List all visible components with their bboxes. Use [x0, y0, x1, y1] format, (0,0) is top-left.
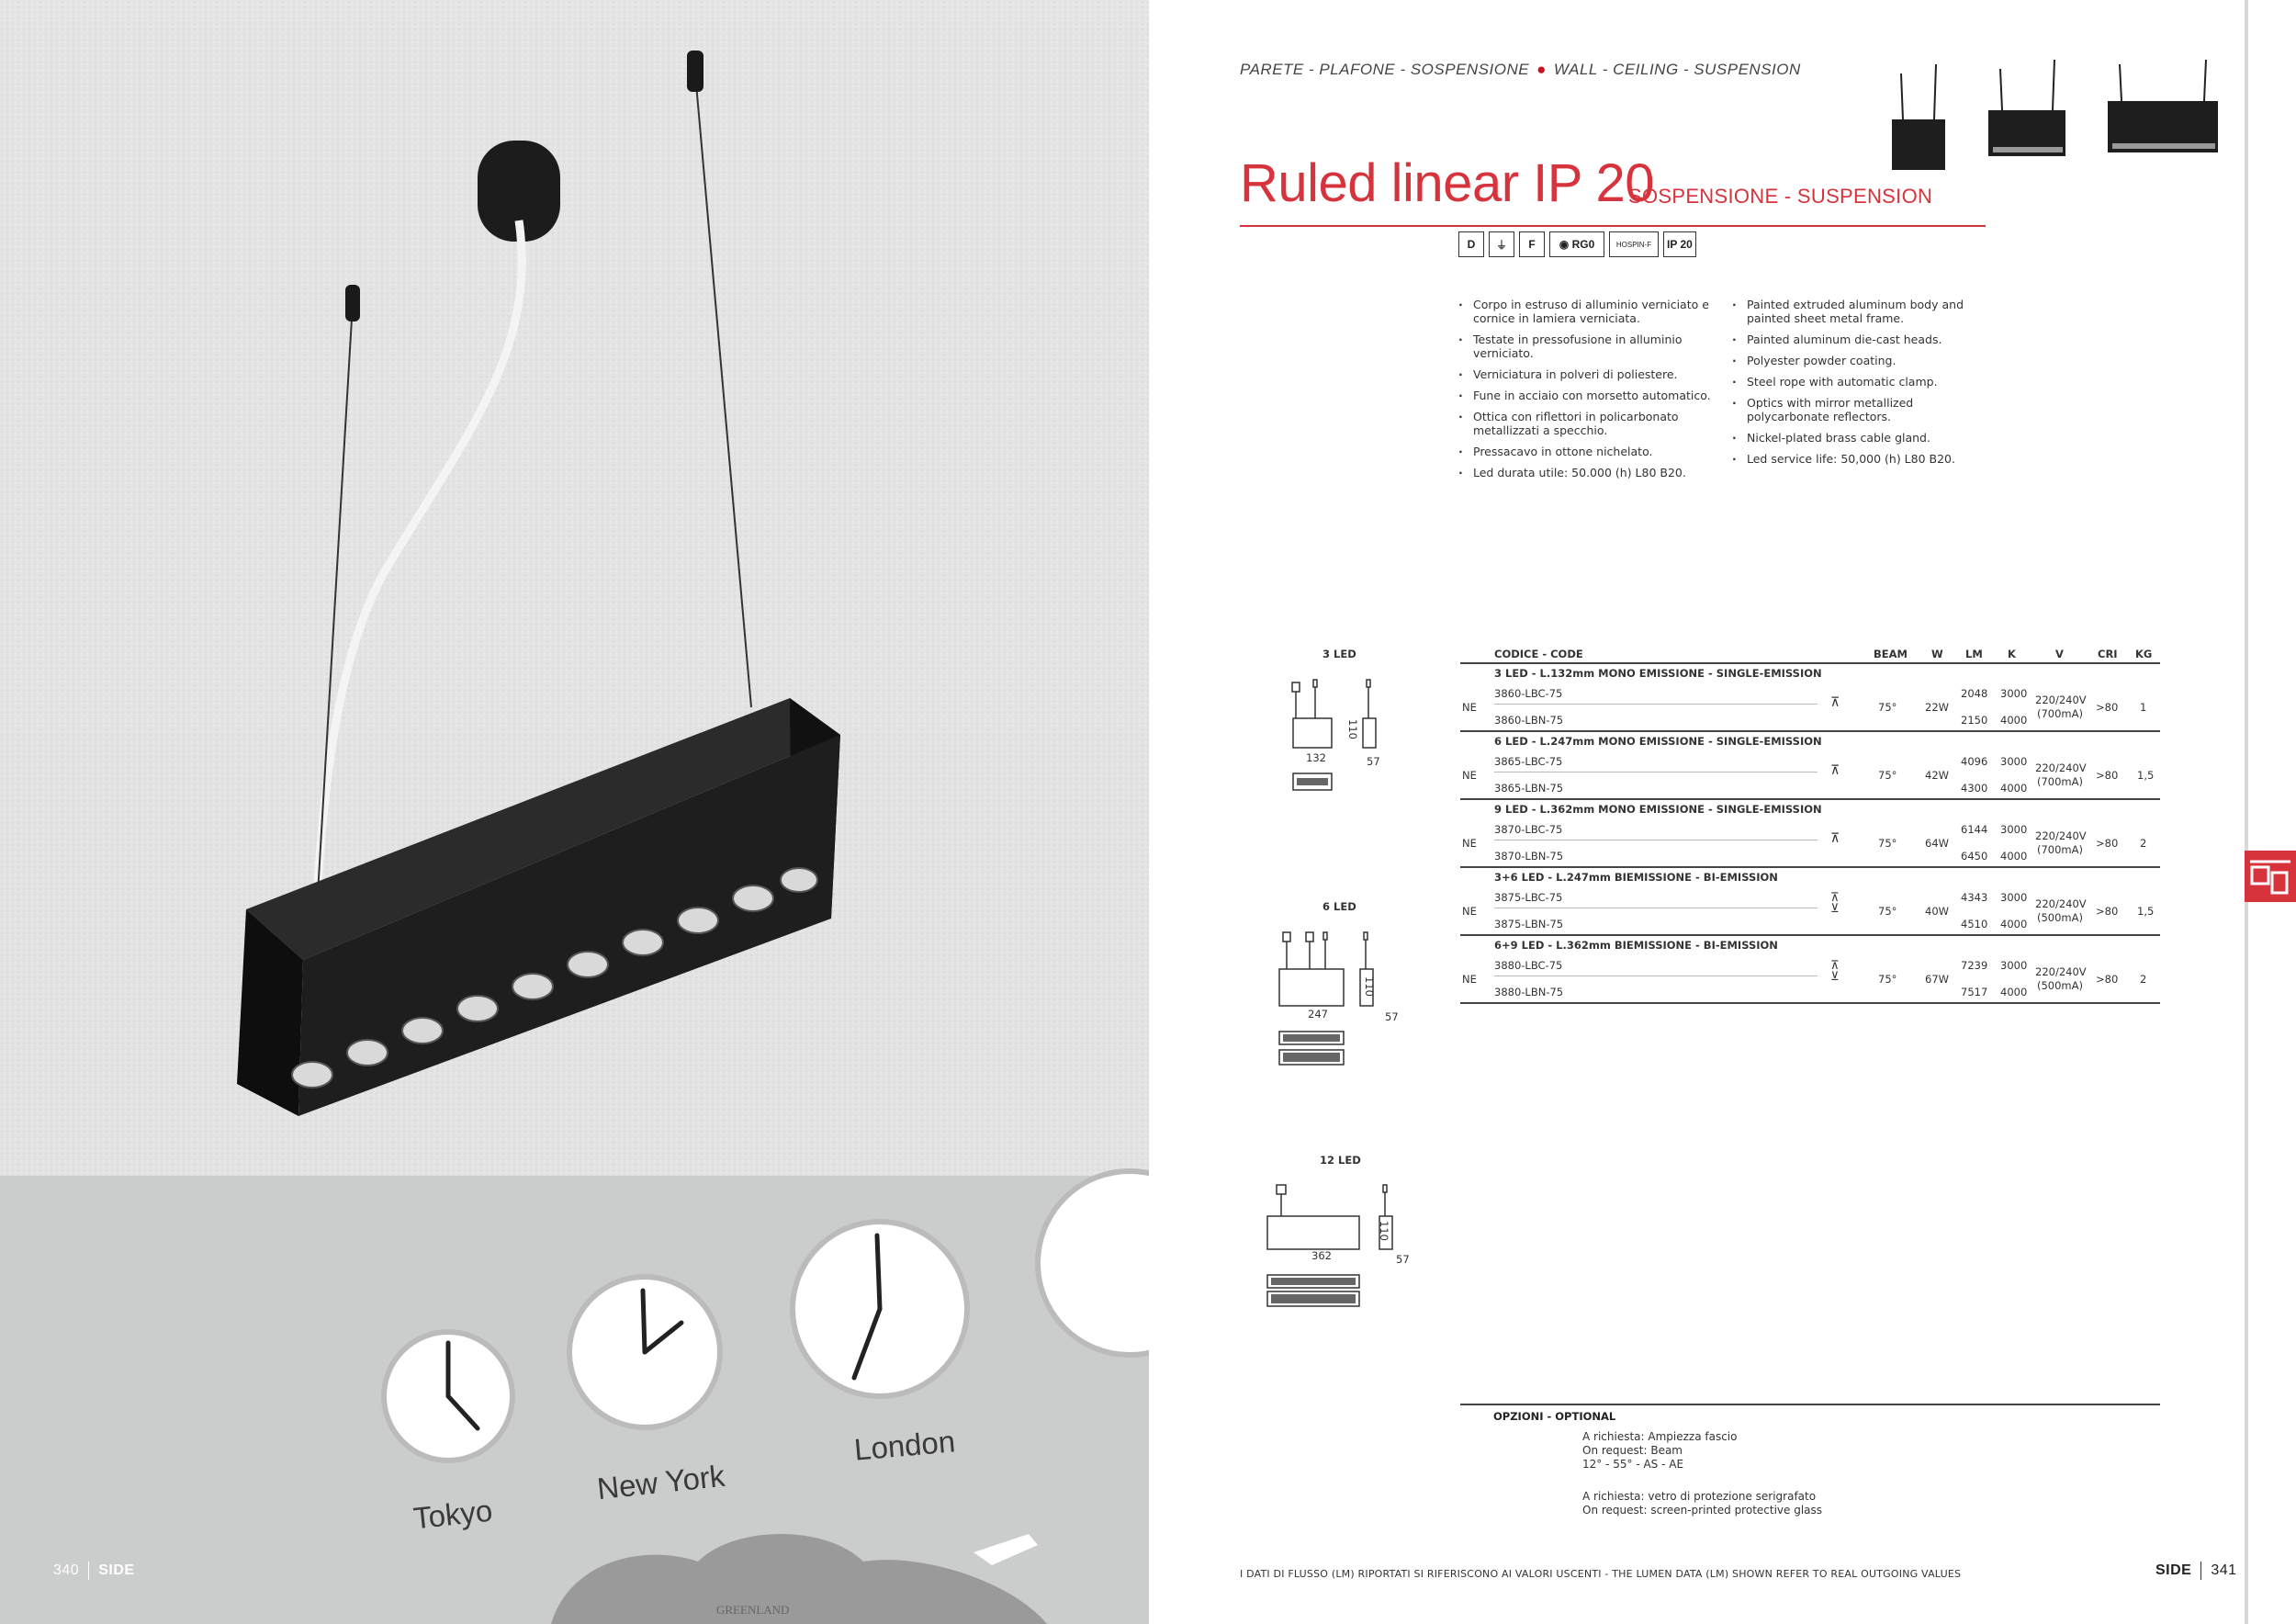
page-edge-strip	[2245, 0, 2248, 1624]
dim-height-12led: 110	[1377, 1221, 1390, 1241]
bullet-dot-icon: ●	[1536, 61, 1547, 78]
kg-value: 2	[2140, 973, 2147, 986]
code-lbn: 3870-LBN-75	[1494, 850, 1564, 863]
option-line: On request: screen-printed protective glass	[1582, 1504, 1823, 1517]
photobiological-rg0-icon: ◉ RG0	[1549, 231, 1604, 257]
map-label: GREENLAND	[716, 1603, 790, 1617]
col-header-code: CODICE - CODE	[1494, 648, 1583, 660]
group-title: 3+6 LED - L.247mm BIEMISSIONE - BI-EMISSION	[1494, 871, 1778, 884]
watt-value: 64W	[1925, 837, 1950, 850]
dim-depth-12led: 57	[1396, 1253, 1410, 1266]
lm-value: 6450	[1961, 850, 1988, 863]
spec-item: · Led durata utile: 50.000 (h) L80 B20.	[1458, 466, 1725, 479]
dim-depth-3led: 57	[1367, 755, 1380, 768]
current-value: (500mA)	[2037, 911, 2083, 924]
spec-item: · Corpo in estruso di alluminio verniciato e cornice in lamiera verniciata.	[1458, 298, 1725, 325]
lm-value: 7239	[1961, 959, 1988, 972]
k-value: 4000	[2000, 918, 2028, 930]
beam-value: 75°	[1878, 905, 1897, 918]
optic-icon: ⊼	[1830, 831, 1840, 846]
city-label-tokyo: Tokyo	[411, 1493, 494, 1536]
dim-height-3led: 110	[1345, 719, 1359, 739]
spec-item: · Polyester powder coating.	[1732, 354, 1998, 367]
f-mark-icon: F	[1519, 231, 1545, 257]
spec-item: · Optics with mirror metallized polycarbonate reflectors.	[1732, 396, 1998, 423]
spec-item: · Fune in acciaio con morsetto automatico.	[1458, 389, 1725, 402]
lm-value: 4096	[1961, 755, 1988, 768]
option-line: A richiesta: Ampiezza fascio	[1582, 1430, 1738, 1443]
specs-english	[1732, 298, 1998, 473]
option-line: On request: Beam	[1582, 1444, 1683, 1457]
code-lbc: 3875-LBC-75	[1494, 891, 1563, 904]
col-header-kg: KG	[2135, 648, 2153, 660]
current-value: (700mA)	[2037, 775, 2083, 788]
bi-optic-icon: ⊼ ⊻	[1830, 959, 1840, 984]
option-beam	[1582, 1430, 1737, 1472]
voltage-value: 220/240V	[2035, 694, 2087, 706]
finish-ne: NE	[1462, 837, 1477, 850]
voltage-value: 220/240V	[2035, 897, 2087, 910]
product-title: Ruled linear IP 20	[1240, 153, 1655, 213]
options-title: OPZIONI - OPTIONAL	[1493, 1410, 1616, 1423]
beam-value: 75°	[1878, 769, 1897, 782]
lm-value: 2048	[1961, 687, 1988, 700]
finish-ne: NE	[1462, 973, 1477, 986]
current-value: (500mA)	[2037, 979, 2083, 992]
finish-ne: NE	[1462, 905, 1477, 918]
voltage-value: 220/240V	[2035, 965, 2087, 978]
city-label-new-york: New York	[595, 1458, 726, 1506]
spec-item: · Painted aluminum die-cast heads.	[1732, 333, 1998, 346]
page-number: 340	[53, 1562, 80, 1579]
code-lbc: 3860-LBC-75	[1494, 687, 1563, 700]
finish-ne: NE	[1462, 701, 1477, 714]
lm-value: 4510	[1961, 918, 1988, 930]
k-value: 4000	[2000, 850, 2028, 863]
dim-length-3led: 132	[1306, 751, 1326, 764]
page-number: 341	[2211, 1562, 2237, 1579]
group-title: 9 LED - L.362mm MONO EMISSIONE - SINGLE-EMISSION	[1494, 803, 1822, 816]
col-header-w: W	[1931, 648, 1943, 660]
kg-value: 1,5	[2137, 769, 2155, 782]
code-lbc: 3870-LBC-75	[1494, 823, 1563, 836]
beam-value: 75°	[1878, 701, 1897, 714]
kg-value: 1	[2140, 701, 2147, 714]
hospin-f-icon: HOSPIN-F	[1609, 231, 1659, 257]
lm-value: 4300	[1961, 782, 1988, 795]
col-header-v: V	[2055, 648, 2064, 660]
voltage-value: 220/240V	[2035, 761, 2087, 774]
finish-ne: NE	[1462, 769, 1477, 782]
suspension-section-icon	[2245, 851, 2296, 902]
options-divider	[1460, 1404, 2160, 1405]
code-lbn: 3865-LBN-75	[1494, 782, 1564, 795]
category-line	[1240, 61, 1801, 79]
kg-value: 2	[2140, 837, 2147, 850]
spec-item: · Nickel-plated brass cable gland.	[1732, 431, 1998, 445]
watt-value: 42W	[1925, 769, 1950, 782]
drawing-6led	[1272, 923, 1391, 1070]
certification-icons	[1458, 231, 1696, 257]
cri-value: >80	[2096, 973, 2119, 986]
bi-optic-icon: ⊼ ⊻	[1830, 891, 1840, 916]
city-label-london: London	[852, 1424, 957, 1467]
group-title: 3 LED - L.132mm MONO EMISSIONE - SINGLE-EMISSION	[1494, 667, 1822, 680]
code-lbn: 3860-LBN-75	[1494, 714, 1564, 727]
dim-length-6led: 247	[1308, 1008, 1328, 1021]
lm-value: 6144	[1961, 823, 1988, 836]
lumen-footnote: I DATI DI FLUSSO (LM) RIPORTATI SI RIFERISCONO AI VALORI USCENTI - THE LUMEN DATA (LM) SHOWN REFER TO REAL OUTGOING VALUES	[1240, 1568, 1962, 1580]
dim-height-6led: 110	[1362, 976, 1376, 997]
drawing-title-12led: 12 LED	[1320, 1154, 1361, 1167]
current-value: (700mA)	[2037, 707, 2083, 720]
lm-value: 4343	[1961, 891, 1988, 904]
rg0-label: RG0	[1571, 238, 1595, 251]
k-value: 3000	[2000, 891, 2028, 904]
beam-value: 75°	[1878, 837, 1897, 850]
product-subtitle: SOSPENSIONE - SUSPENSION	[1628, 185, 1933, 208]
spec-item: · Testate in pressofusione in alluminio verniciato.	[1458, 333, 1725, 360]
col-header-beam: BEAM	[1874, 648, 1908, 660]
drawing-title-6led: 6 LED	[1322, 900, 1356, 913]
current-value: (700mA)	[2037, 843, 2083, 856]
earth-ground-icon: ⏚	[1489, 231, 1514, 257]
option-glass	[1582, 1490, 1822, 1517]
spec-item: · Verniciatura in polveri di poliestere.	[1458, 367, 1725, 381]
kg-value: 1,5	[2137, 905, 2155, 918]
k-value: 3000	[2000, 823, 2028, 836]
k-value: 4000	[2000, 714, 2028, 727]
beam-value: 75°	[1878, 973, 1897, 986]
spec-item: · Steel rope with automatic clamp.	[1732, 375, 1998, 389]
voltage-value: 220/240V	[2035, 829, 2087, 842]
k-value: 3000	[2000, 959, 2028, 972]
page-number-right	[2155, 1562, 2237, 1580]
optic-icon: ⊼	[1830, 695, 1840, 710]
optic-icon: ⊼	[1830, 763, 1840, 778]
group-title: 6 LED - L.247mm MONO EMISSIONE - SINGLE-EMISSION	[1494, 735, 1822, 748]
dim-length-12led: 362	[1311, 1249, 1332, 1262]
option-line: 12° - 55° - AS - AE	[1582, 1458, 1684, 1471]
code-lbc: 3880-LBC-75	[1494, 959, 1563, 972]
drawing-title-3led: 3 LED	[1322, 648, 1356, 660]
k-value: 4000	[2000, 986, 2028, 998]
brand-label: SIDE	[98, 1562, 135, 1579]
title-divider	[1240, 225, 1986, 227]
code-lbn: 3880-LBN-75	[1494, 986, 1564, 998]
dim-depth-6led: 57	[1385, 1010, 1399, 1023]
cri-value: >80	[2096, 837, 2119, 850]
option-line: A richiesta: vetro di protezione serigrafato	[1582, 1490, 1817, 1503]
k-value: 3000	[2000, 755, 2028, 768]
code-lbc: 3865-LBC-75	[1494, 755, 1563, 768]
col-header-lm: LM	[1965, 648, 1983, 660]
category-it: PARETE - PLAFONE - SOSPENSIONE	[1240, 61, 1530, 78]
brand-label: SIDE	[2155, 1562, 2192, 1579]
k-value: 4000	[2000, 782, 2028, 795]
section-tab[interactable]	[2245, 851, 2296, 902]
watt-value: 67W	[1925, 973, 1950, 986]
specs-italian	[1458, 298, 1725, 487]
cri-value: >80	[2096, 905, 2119, 918]
lm-value: 2150	[1961, 714, 1988, 727]
k-value: 3000	[2000, 687, 2028, 700]
class-d-icon: D	[1458, 231, 1484, 257]
ip-rating-icon: IP 20	[1663, 231, 1696, 257]
watt-value: 22W	[1925, 701, 1950, 714]
watt-value: 40W	[1925, 905, 1950, 918]
drawing-12led	[1258, 1176, 1414, 1314]
spec-item: · Painted extruded aluminum body and painted sheet metal frame.	[1732, 298, 1998, 325]
col-header-cri: CRI	[2098, 648, 2118, 660]
spec-item: · Pressacavo in ottone nichelato.	[1458, 445, 1725, 458]
spec-item: · Led service life: 50,000 (h) L80 B20.	[1732, 452, 1998, 466]
cri-value: >80	[2096, 769, 2119, 782]
spec-item: · Ottica con riflettori in policarbonato metallizzati a specchio.	[1458, 410, 1725, 437]
col-header-k: K	[2008, 648, 2016, 660]
code-lbn: 3875-LBN-75	[1494, 918, 1564, 930]
cri-value: >80	[2096, 701, 2119, 714]
product-thumbnails	[1892, 55, 2241, 184]
category-en: WALL - CEILING - SUSPENSION	[1553, 61, 1801, 78]
group-title: 6+9 LED - L.362mm BIEMISSIONE - BI-EMISSION	[1494, 939, 1778, 952]
lm-value: 7517	[1961, 986, 1988, 998]
page-number-left	[53, 1562, 135, 1580]
